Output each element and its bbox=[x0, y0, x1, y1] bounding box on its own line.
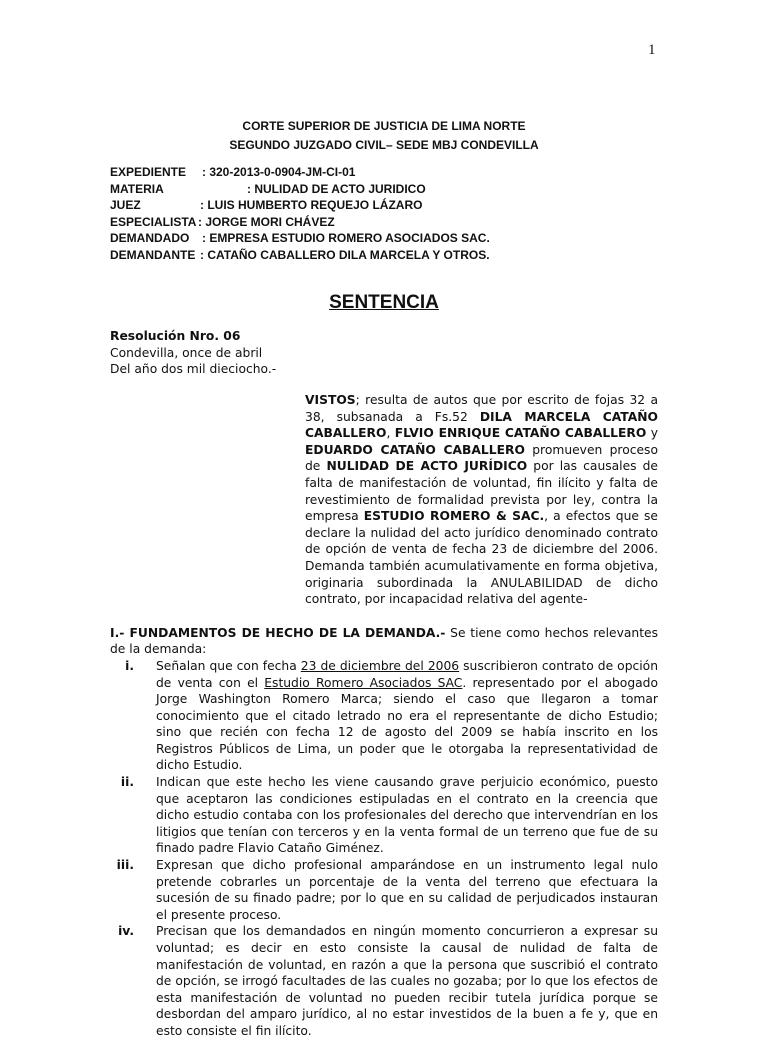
vistos-paragraph: VISTOS; resulta de autos que por escrito de fojas 32 a 38, subsanada a Fs.52 DILA MARCELA CATAÑO CABALLERO, FLVIO ENRIQUE CATAÑO CABALLERO y EDUARDO CATAÑO CABALLERO promueven proceso de NULIDAD DE ACTO JURÍDICO por las causales de falta de manifestación de voluntad, fin ilícito y falta de revestimiento de formalidad prevista por ley, contra la empresa ESTUDIO ROMERO & SAC., a efectos que se declare la nulidad del acto jurídico denominado contrato de opción de venta de fecha 23 de diciembre del 2006. Demanda también acumulativamente en forma objetiva, originaria subordinada la ANULABILIDAD de dicho contrato, por incapacidad relativa del agente- bbox=[305, 393, 658, 607]
case-key: ESPECIALISTA bbox=[110, 214, 197, 229]
case-row-demandante bbox=[110, 247, 670, 264]
case-key: EXPEDIENTE bbox=[110, 165, 187, 179]
chamber-name: SEGUNDO JUZGADO CIVIL– SEDE MBJ CONDEVILLA bbox=[229, 138, 539, 152]
case-key: JUEZ bbox=[110, 198, 141, 213]
case-value: : 320-2013-0-0904-JM-CI-01 bbox=[202, 165, 356, 179]
case-key: DEMANDANTE bbox=[110, 247, 196, 262]
facts-list bbox=[110, 658, 658, 1040]
resolution-block bbox=[110, 328, 658, 378]
document-title: SENTENCIA bbox=[329, 292, 439, 313]
resolution-number: Resolución Nro. 06 bbox=[110, 329, 241, 343]
list-item: ii. Indican que este hecho les viene causando grave perjuicio económico, puesto que aceptaron las condiciones estipuladas en el contrato en la creencia que dicho estudio contaba con los profesionales del derecho que intervendrían en los litigios que tenían con terceros y en la venta formal de un terreno que fue de su finado padre Flavio Cataño Giménez. bbox=[120, 775, 658, 856]
case-row-expediente bbox=[110, 164, 670, 181]
list-item: iii. Expresan que dicho profesional amparándose en un instrumento legal nulo pretende cobrarles un porcentaje de la venta del terreno que efectuara la sucesión de su finado padre; por lo que en su calidad de perjudicados instauran el presente proceso. bbox=[116, 858, 658, 922]
case-key: MATERIA bbox=[110, 181, 164, 196]
case-value: : JORGE MORI CHÁVEZ bbox=[198, 214, 335, 229]
case-value: : CATAÑO CABALLERO DILA MARCELA Y OTROS. bbox=[200, 247, 490, 262]
case-row-materia bbox=[110, 181, 670, 198]
case-row-demandado bbox=[110, 230, 670, 247]
list-item: i. Señalan que con fecha 23 de diciembre del 2006 suscribieron contrato de opción de venta con el Estudio Romero Asociados SAC. representado por el abogado Jorge Washington Romero Marca; siendo el caso que llegaron a tomar conocimiento que el citado letrado no era el representante de dicho Estudio; sino que recién con fecha 12 de agosto del 2009 se había inscrito en los Registros Públicos de Lima, un poder que le otorgaba la representatividad de dicho Estudio. bbox=[125, 658, 659, 773]
resolution-year: Del año dos mil dieciocho.- bbox=[110, 362, 277, 377]
court-name: CORTE SUPERIOR DE JUSTICIA DE LIMA NORTE bbox=[242, 119, 526, 133]
case-row-especialista bbox=[110, 214, 670, 231]
case-info-block bbox=[110, 164, 670, 264]
section-heading: I.- FUNDAMENTOS DE HECHO DE LA DEMANDA.- Se tiene como hechos relevantes de la demanda: bbox=[110, 625, 658, 657]
resolution-place-date: Condevilla, once de abril bbox=[110, 345, 263, 360]
document-body bbox=[110, 392, 658, 1040]
case-value: : NULIDAD DE ACTO JURIDICO bbox=[247, 181, 426, 196]
case-value: : EMPRESA ESTUDIO ROMERO ASOCIADOS SAC. bbox=[202, 231, 490, 246]
case-key: DEMANDADO bbox=[110, 231, 190, 246]
case-value: : LUIS HUMBERTO REQUEJO LÁZARO bbox=[200, 198, 423, 213]
court-header bbox=[110, 117, 658, 155]
page-number: 1 bbox=[648, 42, 656, 58]
case-row-juez bbox=[110, 197, 670, 214]
list-item: iv. Precisan que los demandados en ningún momento concurrieron a expresar su voluntad; es decir en esto consiste la causal de nulidad de falta de manifestación de voluntad, en razón a que la persona que suscribió el contrato de opción, se irrogó facultades de las cuales no gozaba; por lo que los efectos de esta manifestación de voluntad no pueden recibir tutela jurídica porque se desbordan del amparo jurídico, al no estar investidos de la buen a fe y, que en esto consiste el fin ilícito. bbox=[118, 924, 658, 1038]
